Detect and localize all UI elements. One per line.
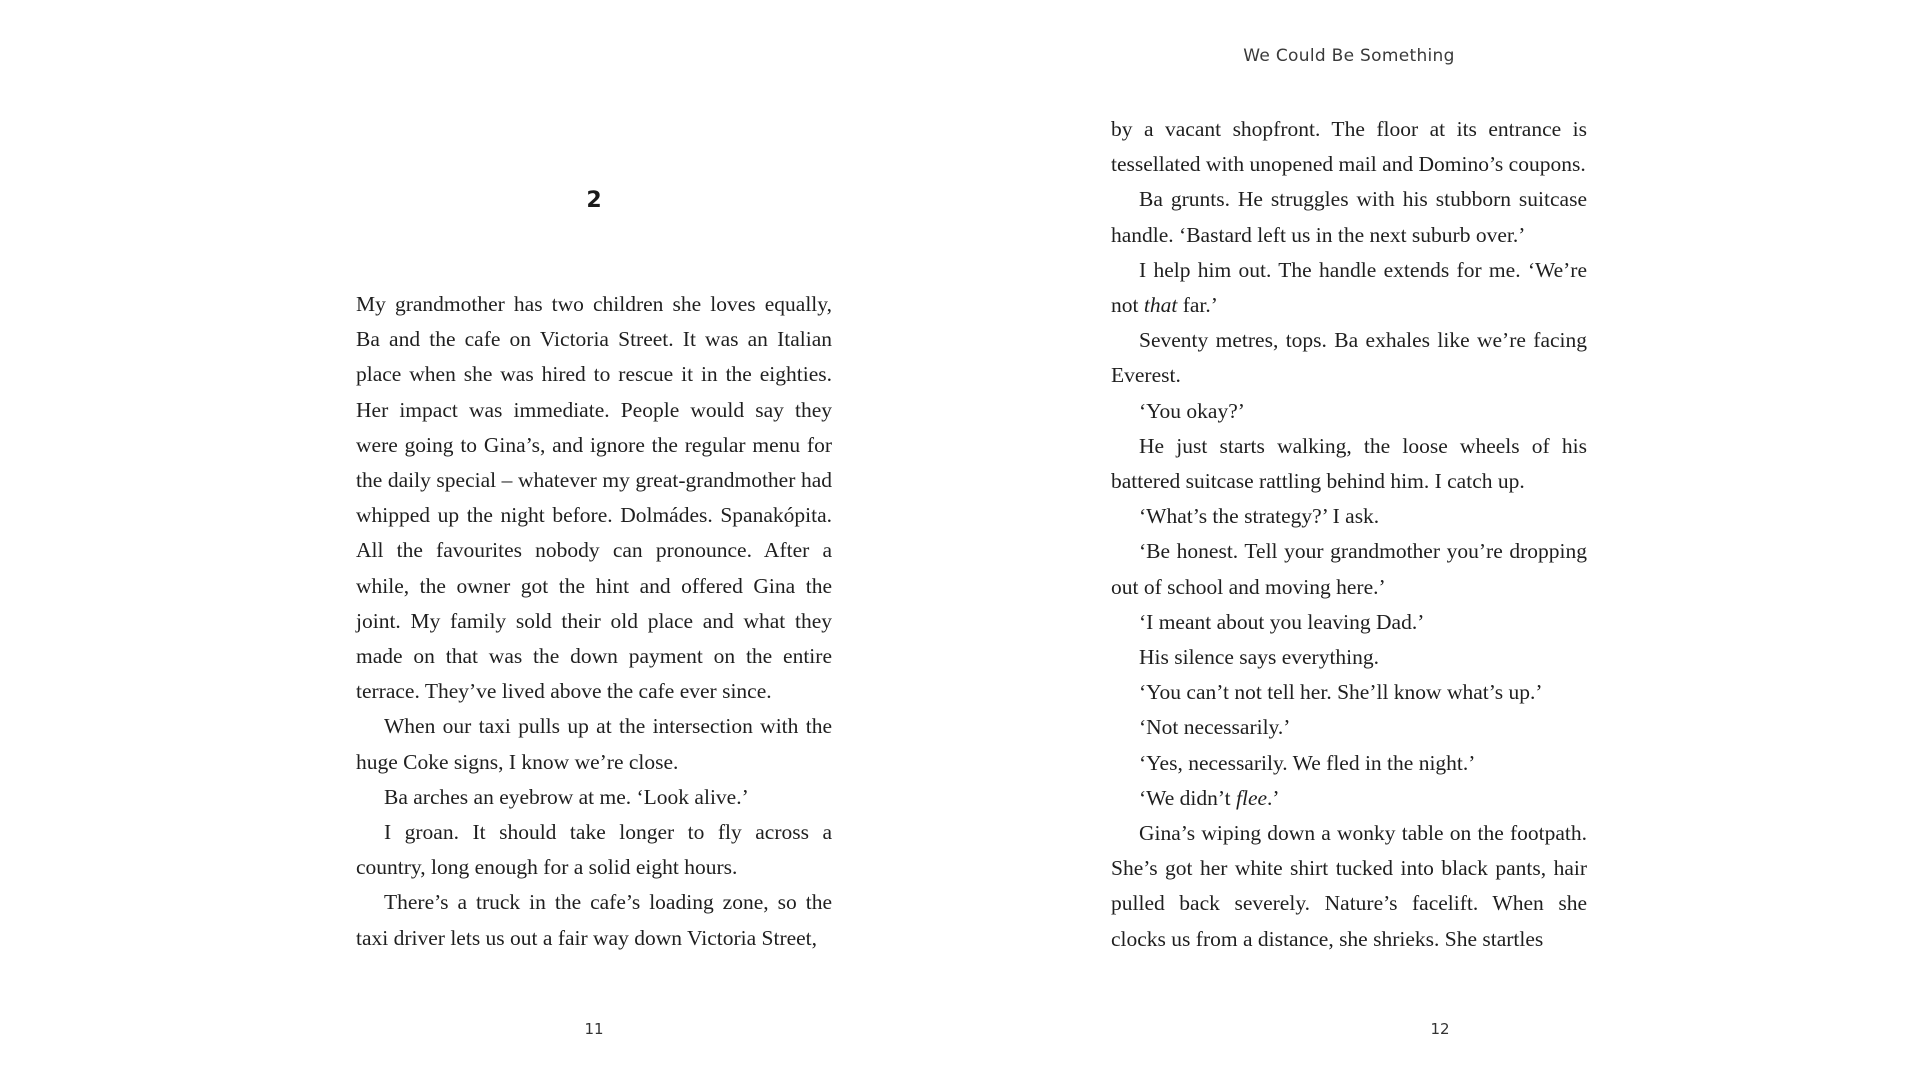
paragraph: There’s a truck in the cafe’s loading zone, so the taxi driver lets us out a fair way down Victoria Street, — [356, 890, 832, 950]
paragraph: ‘Yes, necessarily. We fled in the night.’ — [1139, 750, 1476, 775]
paragraph: by a vacant shopfront. The floor at its entrance is tessellated with unopened mail and Domino’s coupons. — [1111, 117, 1587, 177]
text-run: far.’ — [1177, 293, 1218, 318]
paragraph: ‘You okay?’ — [1139, 398, 1245, 423]
paragraph: My grandmother has two children she loves equally, Ba and the cafe on Victoria Street. It was an Italian place when she was hired to rescue it in the eighties. Her impact was immediate. People would say they were going to Gina’s, and ignore the regular menu for the daily special – whatever my great-grandmother had whipped up the night before. Dolmádes. Spanakópita. All the favourites nobody can pronounce. After a while, the owner got the hint and offered Gina the joint. My family sold their old place and what they made on that was the down payment on the entire terrace. They’ve lived above the cafe ever since. — [356, 292, 832, 704]
paragraph: Seventy metres, tops. Ba exhales like we’re facing Everest. — [1111, 328, 1587, 388]
paragraph: When our taxi pulls up at the intersection with the huge Coke signs, I know we’re close. — [356, 714, 832, 774]
paragraph: ‘What’s the strategy?’ I ask. — [1139, 504, 1380, 529]
text-run: ‘We didn’t — [1139, 785, 1236, 810]
page-number: 12 — [1430, 1020, 1450, 1038]
paragraph — [1111, 781, 1587, 816]
left-body-text — [356, 287, 832, 956]
paragraph: His silence says everything. — [1139, 645, 1380, 670]
paragraph: ‘Be honest. Tell your grandmother you’re dropping out of school and moving here.’ — [1111, 539, 1587, 599]
right-page — [960, 0, 1920, 1080]
paragraph: He just starts walking, the loose wheels of his battered suitcase rattling behind him. I catch up. — [1111, 433, 1587, 494]
paragraph: ‘I meant about you leaving Dad.’ — [1139, 609, 1425, 634]
page-number: 11 — [584, 1020, 604, 1038]
paragraph: Ba grunts. He struggles with his stubborn suitcase handle. ‘Bastard left us in the next suburb over.’ — [1111, 187, 1587, 247]
right-body-text — [1111, 112, 1587, 957]
paragraph — [1111, 253, 1587, 323]
paragraph: I groan. It should take longer to fly across a country, long enough for a solid eight hours. — [356, 820, 832, 880]
paragraph: ‘You can’t not tell her. She’ll know what’s up.’ — [1139, 680, 1543, 705]
text-run: I help him out. The handle extends for me. ‘We’re not — [1111, 257, 1587, 318]
running-head: We Could Be Something — [1243, 46, 1455, 66]
italic-text: flee — [1236, 785, 1268, 810]
italic-text: that — [1143, 293, 1178, 318]
paragraph: Ba arches an eyebrow at me. ‘Look alive.’ — [384, 784, 749, 809]
paragraph: ‘Not necessarily.’ — [1139, 715, 1291, 740]
chapter-number: 2 — [586, 188, 602, 213]
text-run: .’ — [1267, 785, 1280, 810]
paragraph: Gina’s wiping down a wonky table on the footpath. She’s got her white shirt tucked into black pants, hair pulled back severely. Nature’s facelift. When she clocks us from a distance, she shrieks. She startles — [1111, 821, 1587, 951]
